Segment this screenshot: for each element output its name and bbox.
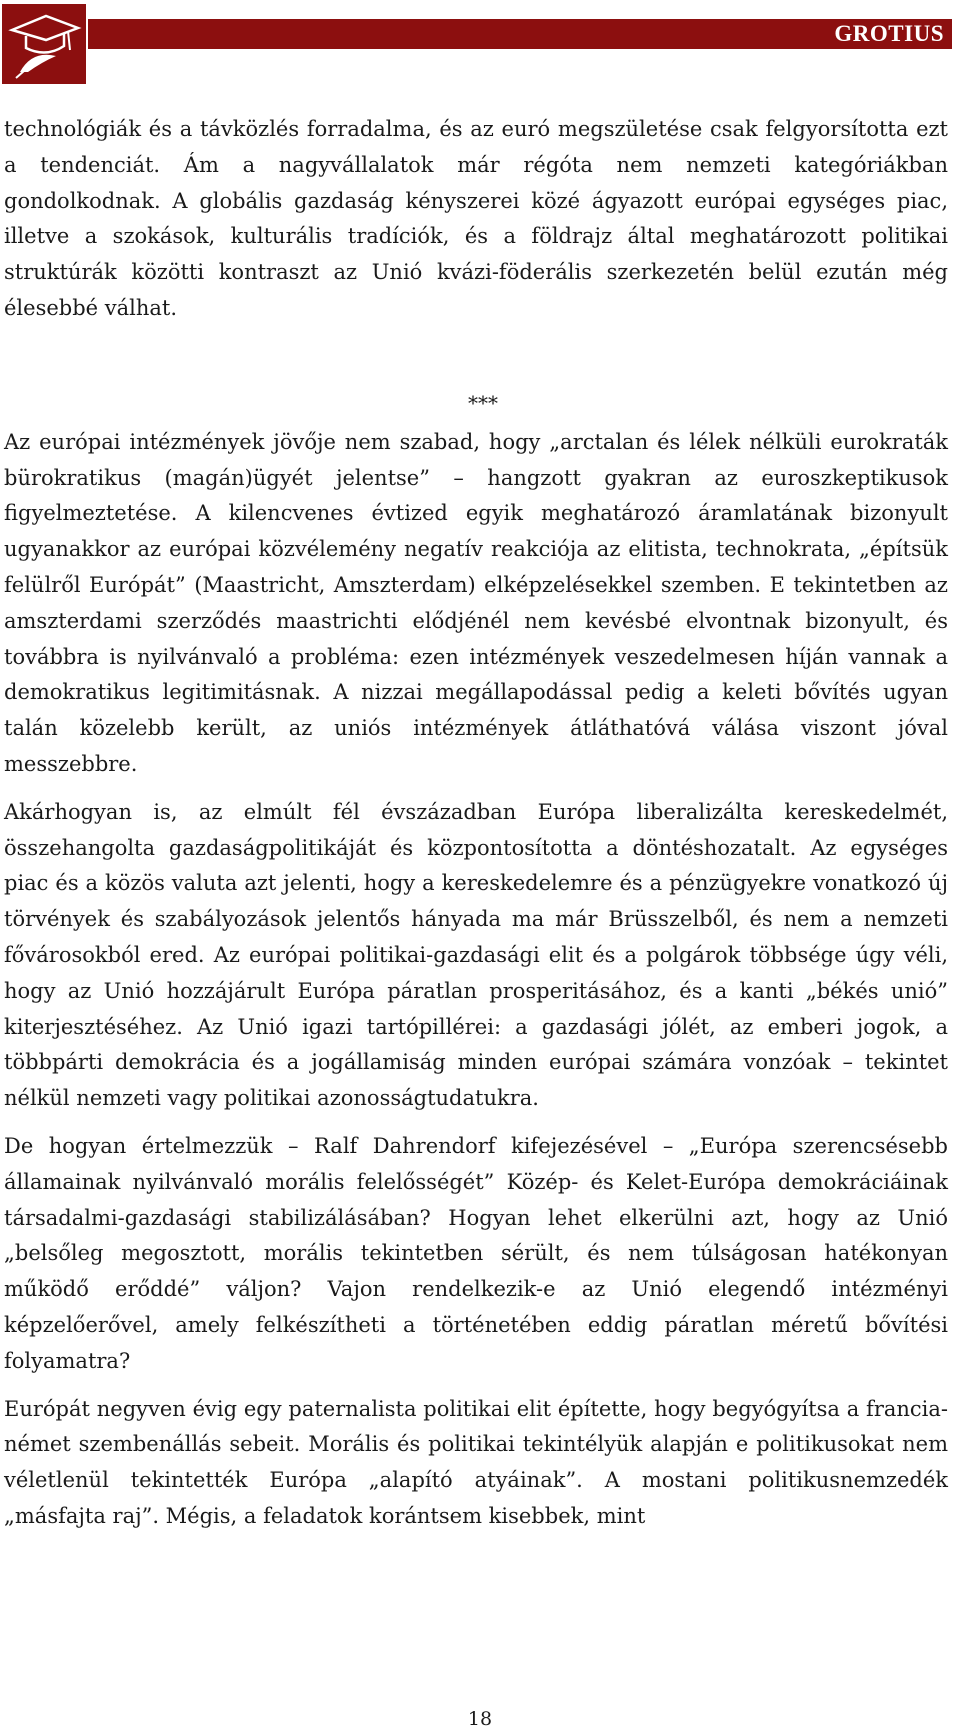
- paragraph: technológiák és a távközlés forradalma, és az euró megszületése csak felgyorsította ezt a tendenciát. Ám a nagyvállalatok már régóta nem nemzeti kategóriákban gondolkodnak. A globális gazdaság kényszerei közé ágyazott európai egységes piac, illetve a szokások, kulturális tradíciók, és a földrajz által meghatározott politikai struktúrák közötti kontraszt az Unió kvázi-föderális szerkezetén belül ezután még élesebbé válhat.: [4, 117, 948, 320]
- paragraph: De hogyan értelmezzük – Ralf Dahrendorf kifejezésével – „Európa szerencsésebb államainak nyilvánvaló morális felelősségét” Közép- és Kelet-Európa demokráciáinak társadalmi-gazdasági stabilizálásában? Hogyan lehet elkerülni azt, hogy az Unió „belsőleg megosztott, morális tekintetben sérült, és nem túlságosan hatékonyan működő erőddé” váljon? Vajon rendelkezik-e az Unió elegendő intézményi képzelőerővel, amely felkészítheti a történetében eddig páratlan méretű bővítési folyamatra?: [4, 1133, 948, 1373]
- logo: [2, 4, 86, 84]
- document-body: [4, 112, 948, 1547]
- paragraph: Az európai intézmények jövője nem szabad, hogy „arctalan és lélek nélküli eurokraták bürokratikus (magán)ügyét jelentse” – hangzott gyakran az euroszkeptikusok figyelmeztetése. A kilencvenes évtized egyik meghatározó áramlatának bizonyult ugyanakkor az európai közvélemény negatív reakciója az elitista, technokrata, „építsük felülről Európát” (Maastricht, Amszterdam) elképzelésekkel szemben. E tekintetben az amszterdami szerződés maastrichti elődjénél nem kevésbé elvontnak bizonyult, és továbbra is nyilvánvaló a probléma: ezen intézmények veszedelmesen híján vannak a demokratikus legitimitásnak. A nizzai megállapodással pedig a keleti bővítés ugyan talán közelebb került, az uniós intézmények átláthatóvá válása viszont jóval messzebbre.: [4, 429, 948, 776]
- section-separator: ***: [468, 390, 498, 415]
- header-bar: [88, 19, 952, 49]
- brand-title: GROTIUS: [834, 21, 944, 46]
- mortarboard-quill-icon: [2, 4, 86, 84]
- page-number: 18: [467, 1708, 493, 1730]
- page-header: [0, 0, 960, 90]
- paragraph: Európát negyven évig egy paternalista politikai elit építette, hogy begyógyítsa a francia-német szembenállás sebeit. Morális és politikai tekintélyük alapján e politikusokat nem véletlenül tekintették Európa „alapító atyáinak”. A mostani politikusnemzedék „másfajta raj”. Mégis, a feladatok korántsem kisebbek, mint: [4, 1396, 948, 1528]
- paragraph: Akárhogyan is, az elmúlt fél évszázadban Európa liberalizálta kereskedelmét, összehangolta gazdaságpolitikáját és központosította a döntéshozatalt. Az egységes piac és a közös valuta azt jelenti, hogy a kereskedelemre és a pénzügyekre vonatkozó új törvények és szabályozások jelentős hányada ma már Brüsszelből, és nem a nemzeti fővárosokból ered. Az európai politikai-gazdasági elit és a polgárok többsége úgy véli, hogy az Unió hozzájárult Európa páratlan prosperitásához, és a kanti „békés unió” kiterjesztéséhez. Az Unió igazi tartópillérei: a gazdasági jólét, az emberi jogok, a többpárti demokrácia és a jogállamiság minden európai számára vonzóak – tekintet nélkül nemzeti vagy politikai azonosságtudatukra.: [4, 799, 948, 1111]
